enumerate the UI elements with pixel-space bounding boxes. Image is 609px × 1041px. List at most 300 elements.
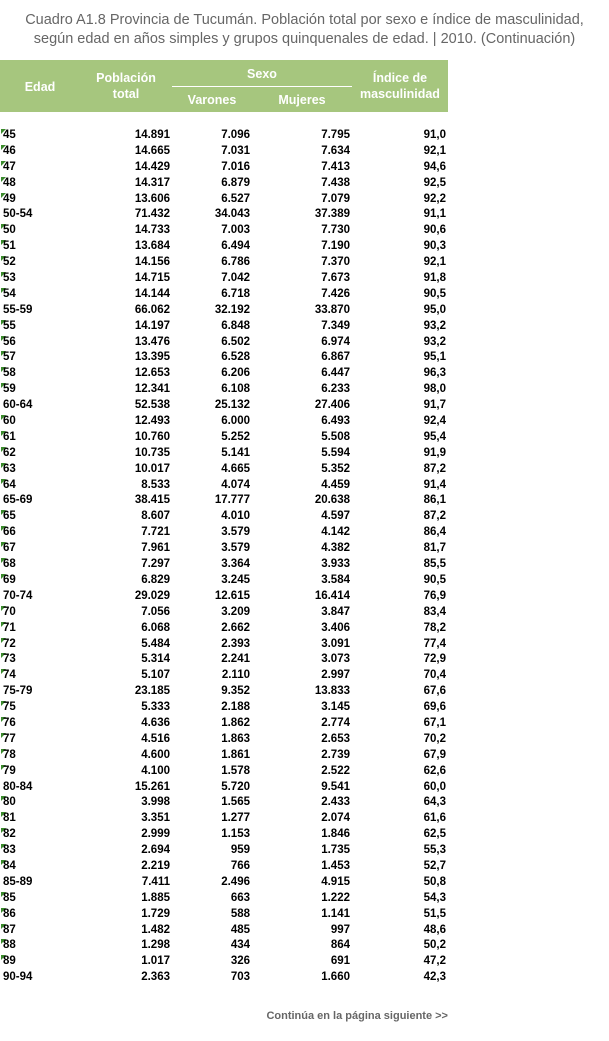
cell-varones: 7.096 [221,129,250,141]
cell-edad: 63 [3,462,16,475]
cell-edad: 60-64 [3,399,33,412]
cell-varones: 2.496 [221,875,250,888]
cell-mujeres: 6.233 [321,383,350,396]
cell-edad: 51 [3,240,16,253]
table-row [0,970,448,986]
cell-edad: 67 [3,542,16,555]
cell-poblacion-total: 2.694 [141,844,170,857]
cell-indice: 93,2 [423,319,446,332]
table-row [0,207,448,223]
cell-edad: 83 [3,844,16,857]
cell-mujeres: 20.638 [314,494,350,507]
cell-edad: 75-79 [3,685,33,698]
cell-mujeres: 5.508 [321,430,350,443]
header-indice-masculinidad: Índice de masculinidad [360,71,440,101]
cell-mujeres: 3.091 [321,637,350,650]
cell-varones: 1.862 [221,716,250,729]
table-row [0,446,448,462]
cell-varones: 588 [230,907,250,920]
cell-poblacion-total: 29.029 [134,589,170,602]
cell-edad: 68 [3,558,16,571]
cell-edad: 56 [3,335,16,348]
cell-indice: 69,6 [423,701,446,714]
cell-poblacion-total: 2.219 [141,859,170,872]
cell-edad: 46 [3,144,16,157]
cell-mujeres: 3.406 [321,621,350,634]
cell-poblacion-total: 6.829 [141,573,170,586]
cell-edad: 65-69 [3,494,33,507]
cell-varones: 6.494 [221,240,250,253]
cell-poblacion-total: 8.607 [141,510,170,523]
header-poblacion-total: Población total [96,71,156,101]
cell-mujeres: 5.594 [321,446,350,459]
cell-indice: 50,8 [423,875,446,888]
cell-edad: 53 [3,272,16,285]
cell-varones: 5.720 [221,780,250,793]
header-divider [172,86,352,87]
cell-edad: 48 [3,176,16,189]
cell-varones: 4.010 [221,510,250,523]
cell-edad: 49 [3,192,16,205]
cell-mujeres: 6.974 [321,335,350,348]
cell-poblacion-total: 10.017 [134,462,170,475]
table-row [0,780,448,796]
cell-edad: 82 [3,828,16,841]
cell-poblacion-total: 7.721 [141,526,170,539]
cell-edad: 85-89 [3,875,33,888]
table-row [0,271,448,287]
cell-mujeres: 3.847 [321,605,350,618]
cell-edad: 76 [3,716,16,729]
table-row [0,239,448,255]
cell-poblacion-total: 1.482 [141,923,170,936]
cell-indice: 93,2 [423,335,446,348]
cell-poblacion-total: 13.395 [134,351,170,364]
cell-poblacion-total: 1.017 [141,955,170,968]
table-row [0,748,448,764]
table-row [0,923,448,939]
table-row [0,414,448,430]
cell-mujeres: 4.142 [321,526,350,539]
cell-poblacion-total: 4.636 [141,716,170,729]
cell-indice: 72,9 [423,653,446,666]
cell-mujeres: 1.660 [321,971,350,984]
cell-mujeres: 1.735 [321,844,350,857]
cell-poblacion-total: 4.100 [141,764,170,777]
table-row [0,891,448,907]
cell-edad: 57 [3,351,16,364]
cell-indice: 98,0 [423,383,446,396]
table-row [0,128,448,144]
cell-edad: 70 [3,605,16,618]
cell-poblacion-total: 12.653 [134,367,170,380]
cell-varones: 6.879 [221,176,250,189]
cell-poblacion-total: 13.476 [134,335,170,348]
cell-poblacion-total: 3.998 [141,796,170,809]
cell-poblacion-total: 14.665 [134,144,170,157]
cell-mujeres: 7.349 [321,319,350,332]
cell-edad: 55 [3,319,16,332]
cell-mujeres: 1.846 [321,828,350,841]
cell-indice: 91,4 [423,478,446,491]
table-header [0,60,448,112]
cell-edad: 90-94 [3,971,33,984]
cell-poblacion-total: 7.411 [141,875,170,888]
cell-indice: 83,4 [423,605,446,618]
cell-indice: 67,1 [423,716,446,729]
cell-varones: 2.662 [221,621,250,634]
cell-edad: 77 [3,732,16,745]
cell-edad: 85 [3,891,16,904]
cell-poblacion-total: 10.735 [134,446,170,459]
cell-indice: 92,2 [423,192,446,205]
cell-edad: 61 [3,430,16,443]
cell-poblacion-total: 7.961 [141,542,170,555]
cell-mujeres: 1.453 [321,859,350,872]
cell-mujeres: 37.389 [314,208,350,221]
cell-poblacion-total: 23.185 [134,685,170,698]
table-row [0,462,448,478]
cell-mujeres: 4.459 [321,478,350,491]
table-row [0,605,448,621]
cell-indice: 91,7 [423,399,446,412]
cell-indice: 95,0 [423,303,446,316]
cell-poblacion-total: 14.733 [134,224,170,237]
cell-indice: 94,6 [423,160,446,173]
cell-indice: 90,6 [423,224,446,237]
cell-mujeres: 7.438 [321,176,350,189]
cell-mujeres: 4.382 [321,542,350,555]
cell-mujeres: 4.597 [321,510,350,523]
cell-mujeres: 2.739 [321,748,350,761]
cell-indice: 90,3 [423,240,446,253]
cell-edad: 58 [3,367,16,380]
cell-mujeres: 7.190 [321,240,350,253]
cell-indice: 92,1 [423,144,446,157]
table-row [0,573,448,589]
cell-edad: 59 [3,383,16,396]
cell-indice: 95,1 [423,351,446,364]
cell-indice: 60,0 [423,780,446,793]
table-row [0,732,448,748]
cell-varones: 3.209 [221,605,250,618]
cell-indice: 52,7 [423,859,446,872]
cell-varones: 12.615 [214,589,250,602]
table-row [0,811,448,827]
cell-mujeres: 7.795 [321,129,350,141]
cell-edad: 79 [3,764,16,777]
cell-edad: 80-84 [3,780,33,793]
cell-mujeres: 2.997 [321,669,350,682]
cell-varones: 7.031 [221,144,250,157]
cell-varones: 959 [230,844,250,857]
cell-mujeres: 7.673 [321,272,350,285]
cell-indice: 67,6 [423,685,446,698]
cell-poblacion-total: 14.317 [134,176,170,189]
cell-mujeres: 691 [330,955,350,968]
table-caption [0,11,609,49]
cell-indice: 92,1 [423,256,446,269]
caption-line-2: según edad en años simples y grupos quinquenales de edad. | 2010. (Continuación) [33,31,576,47]
cell-poblacion-total: 14.715 [134,272,170,285]
header-sexo: Sexo [247,67,277,81]
table-row [0,938,448,954]
cell-varones: 434 [230,939,250,952]
table-row [0,303,448,319]
cell-poblacion-total: 14.197 [134,319,170,332]
cell-varones: 6.528 [221,351,250,364]
table-row [0,176,448,192]
table-row [0,335,448,351]
cell-mujeres: 5.352 [321,462,350,475]
cell-mujeres: 3.145 [321,701,350,714]
cell-mujeres: 7.079 [321,192,350,205]
cell-poblacion-total: 7.297 [141,558,170,571]
table-row [0,764,448,780]
cell-indice: 91,8 [423,272,446,285]
cell-mujeres: 1.141 [321,907,350,920]
cell-indice: 81,7 [423,542,446,555]
cell-mujeres: 7.634 [321,144,350,157]
table-row [0,954,448,970]
cell-poblacion-total: 38.415 [134,494,170,507]
cell-edad: 89 [3,955,16,968]
cell-varones: 2.393 [221,637,250,650]
table-row [0,637,448,653]
cell-varones: 2.241 [221,653,250,666]
cell-indice: 85,5 [423,558,446,571]
cell-edad: 52 [3,256,16,269]
cell-edad: 60 [3,415,16,428]
cell-poblacion-total: 12.493 [134,415,170,428]
header-varones: Varones [187,93,237,107]
cell-edad: 78 [3,748,16,761]
table-row [0,589,448,605]
cell-indice: 70,2 [423,732,446,745]
table-row [0,541,448,557]
cell-indice: 55,3 [423,844,446,857]
cell-poblacion-total: 10.760 [134,430,170,443]
cell-edad: 70-74 [3,589,33,602]
cell-indice: 90,5 [423,573,446,586]
cell-varones: 3.579 [221,542,250,555]
cell-poblacion-total: 4.516 [141,732,170,745]
header-edad: Edad [24,80,56,94]
table-row [0,493,448,509]
table-row [0,430,448,446]
table-row [0,319,448,335]
cell-poblacion-total: 5.314 [141,653,170,666]
table-row [0,557,448,573]
continue-link[interactable]: Continúa en la página siguiente >> [266,1010,448,1022]
cell-poblacion-total: 71.432 [134,208,170,221]
cell-edad: 50-54 [3,208,33,221]
cell-mujeres: 2.433 [321,796,350,809]
header-mujeres: Mujeres [278,93,326,107]
cell-edad: 88 [3,939,16,952]
cell-varones: 7.042 [221,272,250,285]
cell-edad: 65 [3,510,16,523]
cell-varones: 7.016 [221,160,250,173]
cell-indice: 87,2 [423,462,446,475]
cell-edad: 62 [3,446,16,459]
cell-varones: 17.777 [214,494,250,507]
cell-mujeres: 33.870 [314,303,350,316]
cell-indice: 95,4 [423,430,446,443]
cell-poblacion-total: 52.538 [134,399,170,412]
cell-edad: 47 [3,160,16,173]
cell-indice: 90,5 [423,287,446,300]
cell-mujeres: 27.406 [314,399,350,412]
cell-varones: 326 [230,955,250,968]
cell-indice: 50,2 [423,939,446,952]
cell-varones: 25.132 [214,399,250,412]
table-row [0,525,448,541]
cell-mujeres: 864 [330,939,350,952]
table-row [0,668,448,684]
cell-varones: 703 [230,971,250,984]
table-row [0,382,448,398]
cell-poblacion-total: 14.891 [134,129,170,141]
cell-indice: 96,3 [423,367,446,380]
table-row [0,859,448,875]
cell-varones: 6.502 [221,335,250,348]
cell-mujeres: 997 [330,923,350,936]
cell-varones: 3.364 [221,558,250,571]
cell-edad: 72 [3,637,16,650]
cell-edad: 69 [3,573,16,586]
cell-varones: 5.141 [221,446,250,459]
cell-mujeres: 3.933 [321,558,350,571]
cell-poblacion-total: 13.606 [134,192,170,205]
cell-varones: 2.188 [221,701,250,714]
table-row [0,700,448,716]
table-row [0,144,448,160]
cell-poblacion-total: 7.056 [141,605,170,618]
cell-varones: 485 [230,923,250,936]
cell-indice: 61,6 [423,812,446,825]
cell-indice: 64,3 [423,796,446,809]
cell-mujeres: 2.522 [321,764,350,777]
cell-edad: 50 [3,224,16,237]
cell-varones: 5.252 [221,430,250,443]
cell-mujeres: 16.414 [314,589,350,602]
cell-indice: 92,5 [423,176,446,189]
cell-varones: 3.579 [221,526,250,539]
table-row [0,795,448,811]
cell-poblacion-total: 66.062 [134,303,170,316]
table-row [0,684,448,700]
cell-poblacion-total: 14.144 [134,287,170,300]
table-row [0,843,448,859]
cell-poblacion-total: 2.363 [141,971,170,984]
table-row [0,652,448,668]
cell-varones: 4.074 [221,478,250,491]
cell-edad: 66 [3,526,16,539]
table-row [0,366,448,382]
cell-indice: 51,5 [423,907,446,920]
cell-mujeres: 6.867 [321,351,350,364]
table-row [0,287,448,303]
table-row [0,255,448,271]
cell-indice: 86,1 [423,494,446,507]
table-row [0,621,448,637]
cell-edad: 64 [3,478,16,491]
cell-edad: 74 [3,669,16,682]
cell-poblacion-total: 1.729 [141,907,170,920]
cell-varones: 2.110 [221,669,250,682]
cell-edad: 80 [3,796,16,809]
cell-mujeres: 2.653 [321,732,350,745]
cell-varones: 3.245 [221,573,250,586]
cell-edad: 55-59 [3,303,33,316]
cell-mujeres: 3.584 [321,573,350,586]
cell-indice: 77,4 [423,637,446,650]
cell-varones: 6.000 [221,415,250,428]
cell-poblacion-total: 3.351 [141,812,170,825]
cell-varones: 6.848 [221,319,250,332]
table-row [0,478,448,494]
cell-varones: 6.108 [221,383,250,396]
cell-varones: 1.565 [221,796,250,809]
cell-mujeres: 2.074 [321,812,350,825]
cell-indice: 91,9 [423,446,446,459]
cell-indice: 54,3 [423,891,446,904]
cell-indice: 78,2 [423,621,446,634]
cell-mujeres: 7.730 [321,224,350,237]
table-row [0,398,448,414]
cell-indice: 76,9 [423,589,446,602]
cell-edad: 75 [3,701,16,714]
cell-mujeres: 13.833 [314,685,350,698]
cell-indice: 87,2 [423,510,446,523]
cell-poblacion-total: 13.684 [134,240,170,253]
cell-indice: 70,4 [423,669,446,682]
cell-varones: 6.718 [221,287,250,300]
cell-varones: 6.786 [221,256,250,269]
cell-poblacion-total: 14.429 [134,160,170,173]
cell-mujeres: 6.493 [321,415,350,428]
cell-poblacion-total: 15.261 [134,780,170,793]
table-row [0,223,448,239]
cell-varones: 6.527 [221,192,250,205]
cell-poblacion-total: 6.068 [141,621,170,634]
cell-mujeres: 2.774 [321,716,350,729]
cell-poblacion-total: 2.999 [141,828,170,841]
cell-poblacion-total: 5.107 [141,669,170,682]
cell-edad: 73 [3,653,16,666]
cell-indice: 91,0 [423,129,446,141]
cell-mujeres: 3.073 [321,653,350,666]
cell-mujeres: 7.413 [321,160,350,173]
cell-varones: 766 [230,859,250,872]
cell-poblacion-total: 1.298 [141,939,170,952]
cell-edad: 84 [3,859,16,872]
cell-edad: 71 [3,621,16,634]
cell-mujeres: 4.915 [321,875,350,888]
cell-varones: 1.863 [221,732,250,745]
cell-indice: 62,5 [423,828,446,841]
cell-varones: 1.578 [221,764,250,777]
cell-varones: 6.206 [221,367,250,380]
cell-varones: 34.043 [214,208,250,221]
cell-varones: 1.153 [221,828,250,841]
table-row [0,827,448,843]
cell-varones: 1.861 [221,748,250,761]
cell-poblacion-total: 14.156 [134,256,170,269]
cell-edad: 81 [3,812,16,825]
cell-mujeres: 7.370 [321,256,350,269]
